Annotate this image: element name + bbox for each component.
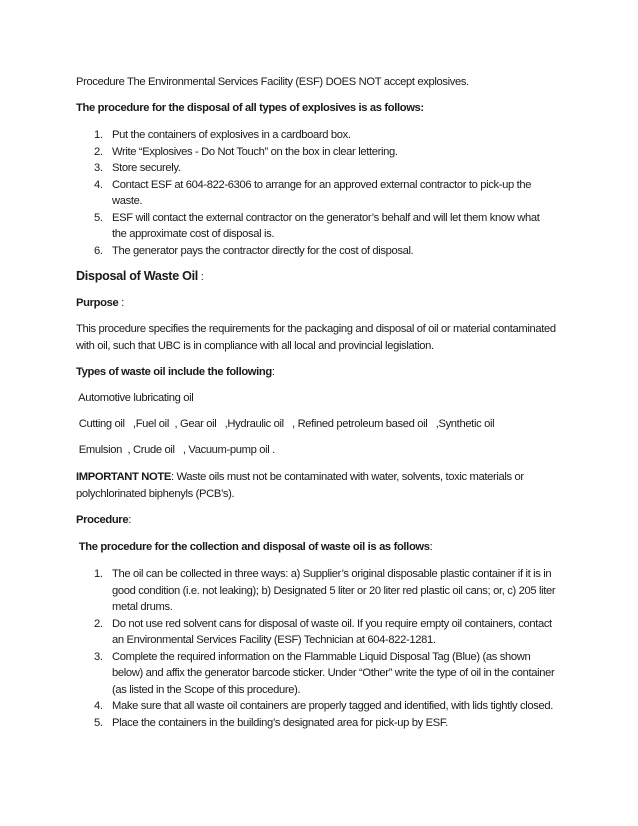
types-heading-line <box>76 364 556 381</box>
types-heading-suffix: : <box>271 366 275 378</box>
list-item-text: Complete the required information on the Flammable Liquid Disposal Tag (Blue) (as shown below) and affix the generator barcode sticker. Under “Other” write the type of oil in the container (as listed in the Scope of this procedure). <box>112 650 555 696</box>
list-item-text: Place the containers in the building’s designated area for pick-up by ESF. <box>112 716 448 729</box>
collection-heading-line <box>76 539 556 556</box>
explosives-heading: The procedure for the disposal of all types of explosives is as follows: <box>76 102 424 114</box>
purpose-label: Purpose <box>76 297 119 309</box>
collection-steps-list <box>76 566 556 731</box>
oil-types-line-1: Automotive lubricating oil <box>76 392 194 404</box>
waste-oil-section-title <box>76 268 556 286</box>
procedure-label-line <box>76 512 556 529</box>
list-item <box>76 144 556 161</box>
list-item-text: ESF will contact the external contractor on the generator’s behalf and will let them know what the approximate cost of disposal is. <box>112 211 540 240</box>
oil-types-line-3: Emulsion , Crude oil , Vacuum-pump oil . <box>76 444 275 456</box>
procedure-suffix: : <box>128 514 131 526</box>
purpose-paragraph: This procedure specifies the requirements for the packaging and disposal of oil or material contaminated with oil, such that UBC is in compliance with all local and provincial legislation. <box>76 323 556 352</box>
list-item-number: 5. <box>94 211 103 224</box>
list-item-text: Put the containers of explosives in a cardboard box. <box>112 129 351 141</box>
list-item-number: 3. <box>94 650 103 663</box>
important-note-paragraph <box>76 469 556 502</box>
purpose-suffix: : <box>118 297 124 309</box>
list-item <box>76 566 556 616</box>
list-item <box>76 210 556 243</box>
collection-heading: The procedure for the collection and disposal of waste oil is as follows <box>76 541 430 553</box>
list-item-text: Store securely. <box>112 162 181 174</box>
oil-types-line-2: Cutting oil ,Fuel oil , Gear oil ,Hydraulic oil , Refined petroleum based oil ,Synthetic oil <box>76 418 495 430</box>
important-note-label: IMPORTANT NOTE <box>76 471 171 483</box>
list-item-number: 5. <box>94 716 103 729</box>
list-item-number: 1. <box>94 568 103 580</box>
list-item-text: Make sure that all waste oil containers are properly tagged and identified, with lids tightly closed. <box>112 700 553 712</box>
list-item-text: The oil can be collected in three ways: a) Supplier’s original disposable plastic container if it is in good condition (i.e. not leaking); b) Designated 5 liter or 20 liter red plastic oil cans; or, c) 205 liter metal drums. <box>112 568 556 613</box>
list-item-number: 3. <box>94 162 103 174</box>
list-item-number: 2. <box>94 617 103 630</box>
purpose-label-line <box>76 295 556 312</box>
types-heading: Types of waste oil include the following <box>76 366 272 378</box>
list-item-number: 2. <box>94 145 103 158</box>
list-item <box>76 715 556 732</box>
list-item <box>76 698 556 715</box>
waste-oil-title: Disposal of Waste Oil <box>76 269 198 283</box>
list-item <box>76 127 556 144</box>
list-item-text: Write “Explosives - Do Not Touch” on the box in clear lettering. <box>112 145 398 158</box>
important-note-text: : Waste oils must not be contaminated with water, solvents, toxic materials or polychlorinated biphenyls (PCB’s). <box>76 471 524 500</box>
explosives-steps-list <box>76 127 556 259</box>
list-item-number: 6. <box>94 244 103 257</box>
list-item <box>76 177 556 210</box>
list-item-number: 4. <box>94 178 103 191</box>
list-item-number: 4. <box>94 700 103 712</box>
waste-oil-title-suffix: : <box>198 271 204 283</box>
list-item <box>76 243 556 260</box>
list-item-text: Contact ESF at 604-822-6306 to arrange for an approved external contractor to pick-up the waste. <box>112 178 532 207</box>
list-item <box>76 160 556 177</box>
list-item <box>76 649 556 699</box>
list-item-text: The generator pays the contractor directly for the cost of disposal. <box>112 244 414 257</box>
list-item <box>76 616 556 649</box>
collection-heading-suffix: : <box>429 541 433 553</box>
procedure-label: Procedure <box>76 514 129 526</box>
list-item-text: Do not use red solvent cans for disposal of waste oil. If you require empty oil containers, contact an Environmental Services Facility (ESF) Technician at 604-822-1281. <box>112 617 552 646</box>
list-item-number: 1. <box>94 129 103 141</box>
intro-paragraph: Procedure The Environmental Services Facility (ESF) DOES NOT accept explosives. <box>76 76 469 88</box>
